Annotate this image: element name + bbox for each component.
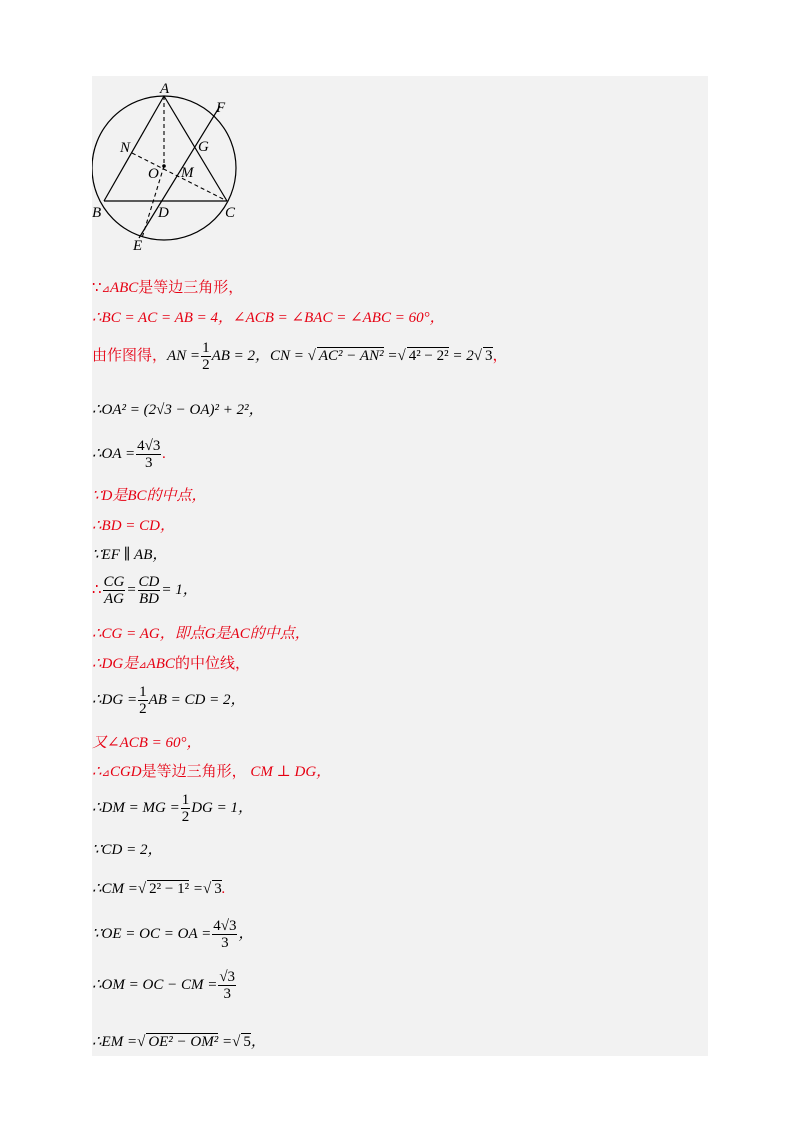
label-c: C bbox=[225, 205, 236, 221]
line-16: ∵CD = 2， bbox=[92, 842, 163, 858]
line-10: ∴CG = AG，即点G是AC的中点， bbox=[92, 626, 310, 642]
line-4: ∴OA² = (2√3 − OA)² + 2²， bbox=[92, 402, 264, 418]
line-3: 由作图得，AN = $\frac{1}{2}$ AB = 2，CN = √ AC² − AN² =√ 4² − 2² = 2√ 3， bbox=[92, 340, 508, 373]
line-1: ∵⊿ABC是等边三角形， bbox=[92, 280, 244, 296]
line-9: ∴ $\frac{CG}{AG}$ = $\frac{CD}{BD}$ = 1， bbox=[92, 574, 198, 607]
line-14: ∴⊿CGD是等边三角形， CM ⊥ DG， bbox=[92, 764, 332, 780]
line-2: ∴BC = AC = AB = 4，∠ACB = ∠BAC = ∠ABC = 60°， bbox=[92, 310, 445, 326]
line-11: ∴DG是⊿ABC的中位线， bbox=[92, 656, 250, 672]
center-point bbox=[162, 164, 166, 168]
line-19: ∴OM = OC − CM = $\frac{√3}{3}$ bbox=[92, 969, 236, 1002]
side-ab bbox=[104, 96, 164, 201]
line-15: ∴DM = MG = $\frac{1}{2}$ DG = 1， bbox=[92, 792, 253, 825]
label-g: G bbox=[198, 139, 209, 155]
line-8: ∵EF ∥ AB， bbox=[92, 547, 168, 563]
label-f: F bbox=[216, 100, 226, 116]
line-20: ∴EM =√ OE² − OM² =√ 5， bbox=[92, 1034, 266, 1050]
line-13: 又∠ACB = 60°， bbox=[92, 735, 202, 751]
label-o: O bbox=[148, 166, 159, 182]
label-d: D bbox=[158, 205, 169, 221]
label-e: E bbox=[133, 238, 143, 252]
line-12: ∴DG = $\frac{1}{2}$ AB = CD = 2， bbox=[92, 684, 246, 717]
line-5: ∴OA = $\frac{4√3}{3}$ . bbox=[92, 438, 167, 471]
label-n: N bbox=[120, 140, 131, 156]
label-a: A bbox=[160, 81, 170, 97]
line-7: ∴BD = CD， bbox=[92, 518, 175, 534]
line-18: ∵OE = OC = OA = $\frac{4√3}{3}$ ， bbox=[92, 918, 254, 951]
line-17: ∴CM =√ 2² − 1² =√ 3. bbox=[92, 881, 226, 897]
line-6: ∵D是BC的中点， bbox=[92, 488, 207, 504]
label-b: B bbox=[92, 205, 102, 221]
label-m: M bbox=[181, 165, 194, 181]
geometry-figure bbox=[92, 80, 252, 252]
